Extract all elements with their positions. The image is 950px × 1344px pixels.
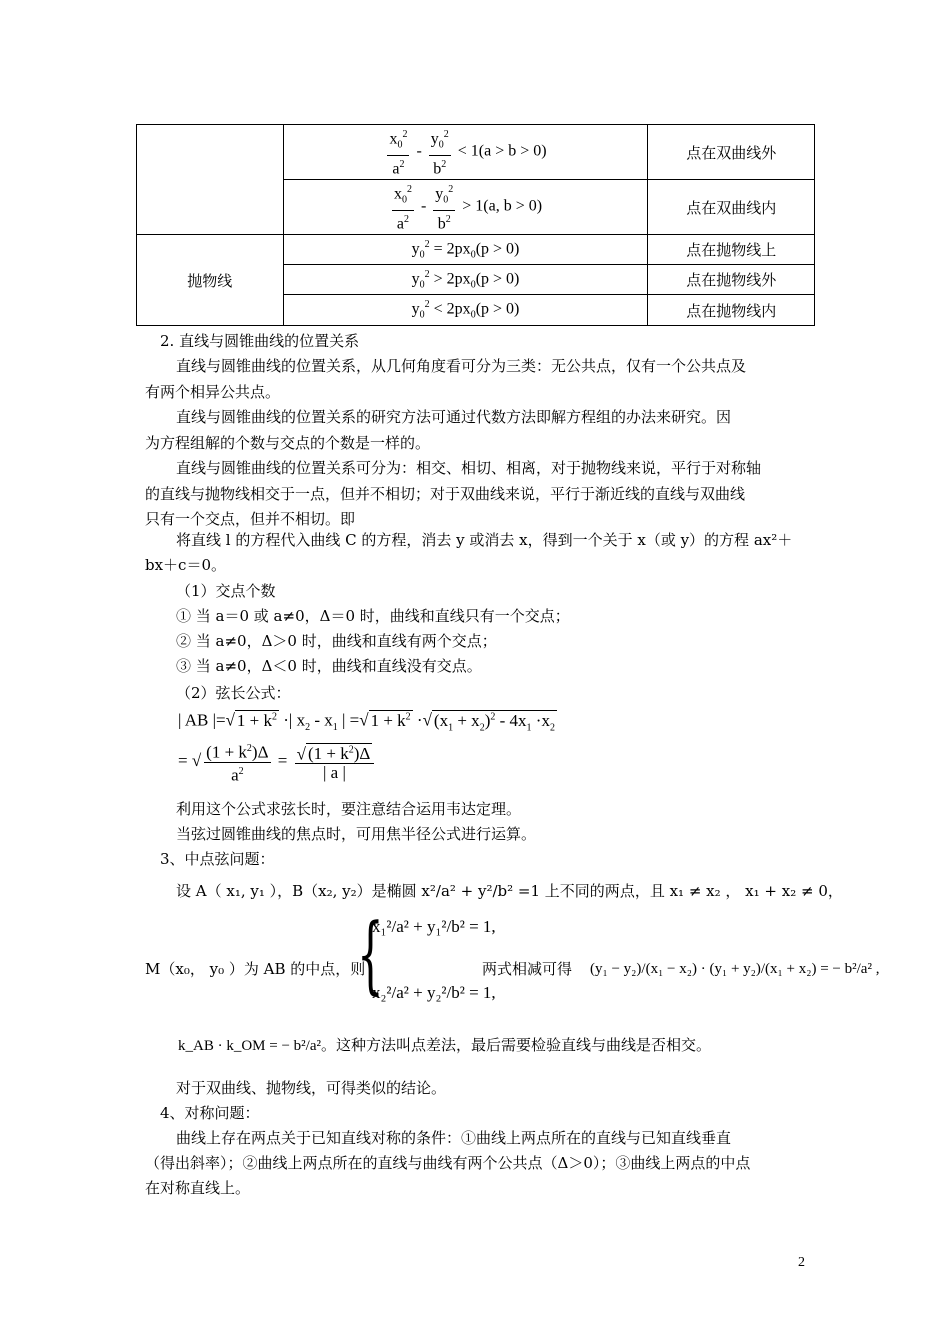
section-heading: 3、中点弦问题： (160, 850, 275, 868)
case-line: ② 当 a≠0，Δ＞0 时，曲线和直线有两个交点； (176, 632, 497, 650)
table-cell-result: 点在抛物线外 (648, 265, 815, 295)
paragraph-line: 当弦过圆锥曲线的焦点时，可用焦半径公式进行运算。 (176, 825, 537, 843)
paragraph-line: 两式相减可得 (482, 960, 573, 978)
table-cell-result: 点在抛物线上 (648, 235, 815, 265)
position-condition-table (136, 124, 815, 326)
difference-result: (y₁ − y₂)/(x₁ − x₂) · (y₁ + y₂)/(x₁ + x₂) = − b²/a² , (590, 961, 880, 977)
section-heading: 4、对称问题： (160, 1104, 260, 1122)
paragraph-line: 直线与圆锥曲线的位置关系的研究方法可通过代数方法即解方程组的办法来研究。因 (176, 408, 732, 426)
subheading: （1）交点个数 (176, 582, 276, 600)
table-cell-condition: $y_0^2 > 2px_0(p > 0)$ (283, 265, 648, 295)
table-cell-result: 点在双曲线外 (648, 125, 815, 180)
paragraph-line: （得出斜率）；②曲线上两点所在的直线与曲线有两个公共点（Δ＞0）；③曲线上两点的中点 (145, 1154, 751, 1172)
paragraph-line: 为方程组解的个数与交点的个数是一样的。 (145, 434, 431, 452)
paragraph-line: 直线与圆锥曲线的位置关系可分为：相交、相切、相离，对于抛物线来说，平行于对称轴 (176, 459, 762, 477)
paragraph-line: 的直线与抛物线相交于一点，但并不相切；对于双曲线来说，平行于渐近线的直线与双曲线 (145, 485, 746, 503)
brace-icon: { (357, 905, 384, 1003)
page-number: 2 (798, 1255, 805, 1270)
chord-length-formula: | AB |=√ $1 + k^2$ ·| $x_2 - x_1$ | =√ $1 + k^2$ ·√ $(x_1 + x_2)^2 - 4x_1 \cdot x_2$ (178, 710, 555, 734)
section-heading: 2. 直线与圆锥曲线的位置关系 (160, 332, 360, 350)
chord-length-formula-2: = √ $\frac{(1 + k^2)\Delta}{a^2}$ = $\frac{√ (1 + k^2)\Delta}{| a |}$ (178, 740, 377, 784)
paragraph-line: 有两个相异公共点。 (145, 383, 281, 401)
table-cell-result: 点在抛物线内 (648, 295, 815, 326)
paragraph-line: bx＋c＝0。 (145, 556, 227, 574)
table-cell-condition: $y_0^2 = 2px_0(p > 0)$ (283, 235, 648, 265)
table-cell-condition: $y_0^2 < 2px_0(p > 0)$ (283, 295, 648, 326)
table-cell-result: 点在双曲线内 (648, 180, 815, 235)
paragraph-line: 曲线上存在两点关于已知直线对称的条件：①曲线上两点所在的直线与已知直线垂直 (176, 1129, 732, 1147)
table-cell-curve: 抛物线 (137, 235, 284, 326)
subheading: （2）弦长公式： (176, 684, 291, 702)
case-line: ③ 当 a≠0，Δ＜0 时，曲线和直线没有交点。 (176, 657, 482, 675)
paragraph-line: 利用这个公式求弦长时，要注意结合运用韦达定理。 (176, 800, 522, 818)
case-line: ① 当 a＝0 或 a≠0，Δ＝0 时，曲线和直线只有一个交点； (176, 607, 570, 625)
paragraph-line: 将直线 l 的方程代入曲线 C 的方程，消去 y 或消去 x，得到一个关于 x（或 y）的方程 ax²＋ (176, 531, 793, 549)
paragraph-line: 对于双曲线、抛物线，可得类似的结论。 (176, 1079, 447, 1097)
system-equation: x₂²/a² + y₂²/b² = 1, (372, 983, 496, 1002)
paragraph-line: M（x₀， y₀ ）为 AB 的中点，则 (145, 960, 366, 978)
paragraph-line: 只有一个交点，但并不相切。即 (145, 510, 356, 528)
system-equation: x₁²/a² + y₁²/b² = 1, (372, 917, 496, 936)
table-cell-curve (137, 125, 284, 235)
table-cell-condition: $\frac{x_0^2}{a^2}$ - $\frac{y_0^2}{b^2}$ < 1(a > b > 0) (283, 125, 648, 180)
slope-product-line: k_AB · k_OM = − b²/a²。这种方法叫点差法，最后需要检验直线与曲线是否相交。 (178, 1038, 711, 1054)
table-cell-condition: $\frac{x_0^2}{a^2}$ - $\frac{y_0^2}{b^2}$ > 1(a, b > 0) (283, 180, 648, 235)
paragraph-line: 在对称直线上。 (145, 1179, 251, 1197)
paragraph-line: 直线与圆锥曲线的位置关系，从几何角度看可分为三类：无公共点，仅有一个公共点及 (176, 357, 747, 375)
paragraph-line: 设 A（ x₁, y₁ ），B（x₂, y₂）是椭圆 x²/a² + y²/b² =1 上不同的两点，且 x₁ ≠ x₂ ， x₁ + x₂ ≠ 0， (176, 882, 843, 900)
